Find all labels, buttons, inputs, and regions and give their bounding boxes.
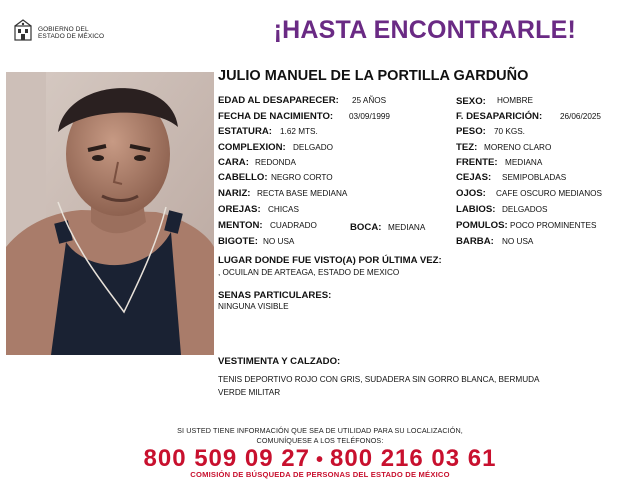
disappearance-date-value: 26/06/2025 <box>560 112 601 121</box>
contact-note-line-2: COMUNÍQUESE A LOS TELÉFONOS: <box>256 435 384 445</box>
age-value: 25 AÑOS <box>352 96 387 105</box>
face-value: REDONDA <box>255 158 296 167</box>
sex-label: SEXO: <box>456 96 486 107</box>
phone-separator: • <box>315 449 324 471</box>
phone-numbers <box>0 445 640 473</box>
complexion-tone-value: MORENO CLARO <box>484 143 552 152</box>
mustache-value: NO USA <box>263 237 295 246</box>
forehead-value: MEDIANA <box>505 158 543 167</box>
disappearance-date-label: F. DESAPARICIÓN: <box>456 111 543 122</box>
phone-number-2[interactable]: 800 216 03 61 <box>330 445 497 472</box>
coat-of-arms-icon <box>12 18 34 44</box>
hair-value: NEGRO CORTO <box>271 173 333 182</box>
logo-line-1: GOBIERNO DEL <box>38 26 89 33</box>
contact-note <box>0 426 640 445</box>
lips-label: LABIOS: <box>456 204 496 215</box>
last-seen-label: LUGAR DONDE FUE VISTO(A) POR ÚLTIMA VEZ: <box>218 255 442 266</box>
missing-person-photo <box>6 72 214 355</box>
logo-line-2: ESTADO DE MÉXICO <box>38 33 105 40</box>
distinguishing-marks-label: SENAS PARTICULARES: <box>218 290 332 301</box>
clothing-label: VESTIMENTA Y CALZADO: <box>218 356 341 367</box>
eyebrows-value: SEMIPOBLADAS <box>502 173 567 182</box>
ears-label: OREJAS: <box>218 204 261 215</box>
nose-label: NARIZ: <box>218 188 251 199</box>
weight-value: 70 KGS. <box>494 127 525 136</box>
age-label: EDAD AL DESAPARECER: <box>218 95 339 106</box>
forehead-label: FRENTE: <box>456 157 498 168</box>
complexion-tone-label: TEZ: <box>456 142 478 153</box>
chin-label: MENTON: <box>218 220 263 231</box>
eyes-value: CAFE OSCURO MEDIANOS <box>496 189 602 198</box>
mouth-value: MEDIANA <box>388 223 426 232</box>
ears-value: CHICAS <box>268 205 299 214</box>
chin-value: CUADRADO <box>270 221 317 230</box>
state-government-logo <box>12 18 122 48</box>
hair-label: CABELLO: <box>218 172 268 183</box>
clothing-line-1: TENIS DEPORTIVO ROJO CON GRIS, SUDADERA SIN GORRO BLANCA, BERMUDA <box>218 375 540 384</box>
cheekbones-value: POCO PROMINENTES <box>510 221 597 230</box>
mouth-label: BOCA: <box>350 222 382 233</box>
clothing-line-2: VERDE MILITAR <box>218 388 281 397</box>
beard-value: NO USA <box>502 237 534 246</box>
build-label: COMPLEXION: <box>218 142 286 153</box>
distinguishing-marks-value: NINGUNA VISIBLE <box>218 302 289 311</box>
mustache-label: BIGOTE: <box>218 236 258 247</box>
height-label: ESTATURA: <box>218 126 273 137</box>
last-seen-value: , OCUILAN DE ARTEAGA, ESTADO DE MEXICO <box>218 268 400 277</box>
face-label: CARA: <box>218 157 249 168</box>
nose-value: RECTA BASE MEDIANA <box>257 189 348 198</box>
build-value: DELGADO <box>293 143 334 152</box>
cheekbones-label: POMULOS: <box>456 220 508 231</box>
phone-number-1[interactable]: 800 509 09 27 <box>143 445 310 472</box>
weight-label: PESO: <box>456 126 486 137</box>
eyebrows-label: CEJAS: <box>456 172 492 183</box>
commission-name: COMISIÓN DE BÚSQUEDA DE PERSONAS DEL ESTADO DE MÉXICO <box>190 470 450 479</box>
birthdate-value: 03/09/1999 <box>349 112 390 121</box>
height-value: 1.62 MTS. <box>280 127 318 136</box>
birthdate-label: FECHA DE NACIMIENTO: <box>218 111 334 122</box>
eyes-label: OJOS: <box>456 188 486 199</box>
sex-value: HOMBRE <box>497 96 533 105</box>
poster-headline: ¡HASTA ENCONTRARLE! <box>273 16 576 44</box>
person-name: JULIO MANUEL DE LA PORTILLA GARDUÑO <box>218 68 529 84</box>
beard-label: BARBA: <box>456 236 494 247</box>
contact-note-line-1: SI USTED TIENE INFORMACIÓN QUE SEA DE UTILIDAD PARA SU LOCALIZACIÓN, <box>177 426 463 435</box>
lips-value: DELGADOS <box>502 205 548 214</box>
